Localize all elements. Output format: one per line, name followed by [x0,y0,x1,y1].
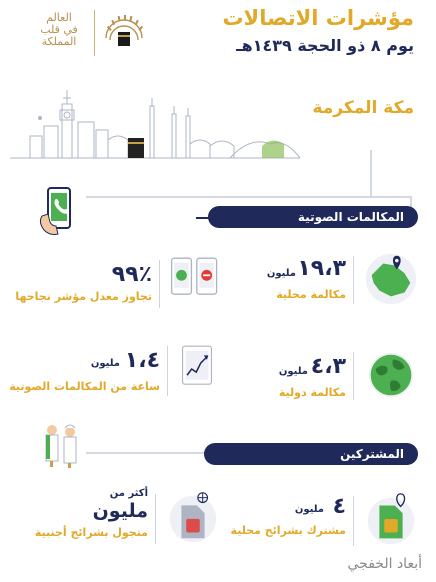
logo-line-1: العالم [46,11,72,24]
pilgrims-illustration [36,420,86,470]
stat-description: متجول بشرائح أجنبية [34,526,148,539]
stat-number: مليون [92,500,148,522]
stat-description: مكالمة محلية [276,288,346,301]
logo-line-2: في قلب [40,23,78,36]
stat-unit: مليون [278,366,308,377]
timeline-line [370,150,372,196]
stat-local-calls [230,250,420,310]
section-header-voice-calls: المكالمات الصوتية [208,206,418,228]
stat-unit: مليون [266,268,296,279]
stat-number: ١٩،٣ [297,256,346,281]
watermark: أبعاد الخفجي [347,556,422,572]
stat-description: ساعة من المكالمات الصوتية [9,380,160,393]
stat-prefix: أكثر من [109,488,148,499]
saudi-map-icon [362,250,420,308]
timeline-line [86,196,372,198]
logo-text [28,12,90,48]
stat-call-hours [9,342,222,402]
sim-card-location-icon [362,490,420,548]
tablet-chart-icon [178,342,216,390]
sim-card-globe-icon [164,488,222,546]
phones-icon [168,254,222,302]
stat-divider [353,496,354,546]
makkah-skyline-illustration [0,86,300,166]
city-name: مكة المكرمة [312,98,414,118]
stat-number: ٤ [332,494,346,519]
stat-local-subscribers [230,490,420,552]
timeline-line [86,452,206,454]
kaaba-logo-icon [100,8,148,56]
stat-divider [155,494,156,544]
stat-international-calls [230,346,420,406]
smartphone-call-icon [38,186,80,236]
stat-unit: مليون [90,358,120,369]
logo-line-3: المملكة [41,35,77,48]
page-title: مؤشرات الاتصالات [222,6,414,30]
stat-description: مشترك بشرائح محلية [230,524,346,537]
stat-roaming-subscribers [12,488,222,550]
stat-divider [159,260,160,308]
stat-number: ١،٤ [124,348,160,373]
stat-divider [353,352,354,400]
stat-description: تجاوز معدل مؤشر نجاحها [15,290,152,303]
stat-description: مكالمة دولية [278,386,346,399]
timeline-line [372,196,412,198]
stat-number: ٤،٣ [310,354,346,379]
section-header-subscribers: المشتركين [204,443,418,465]
section-bar-accent [196,217,210,219]
logo-divider [94,10,95,56]
stat-unit: مليون [294,504,324,515]
stat-divider [353,256,354,304]
stat-success-rate [12,254,222,314]
globe-icon [362,346,420,404]
page-date: يوم ٨ ذو الحجة ١٤٣٩هـ [236,36,414,55]
stat-number: ٪٩٩ [111,262,152,287]
stat-divider [167,346,168,396]
